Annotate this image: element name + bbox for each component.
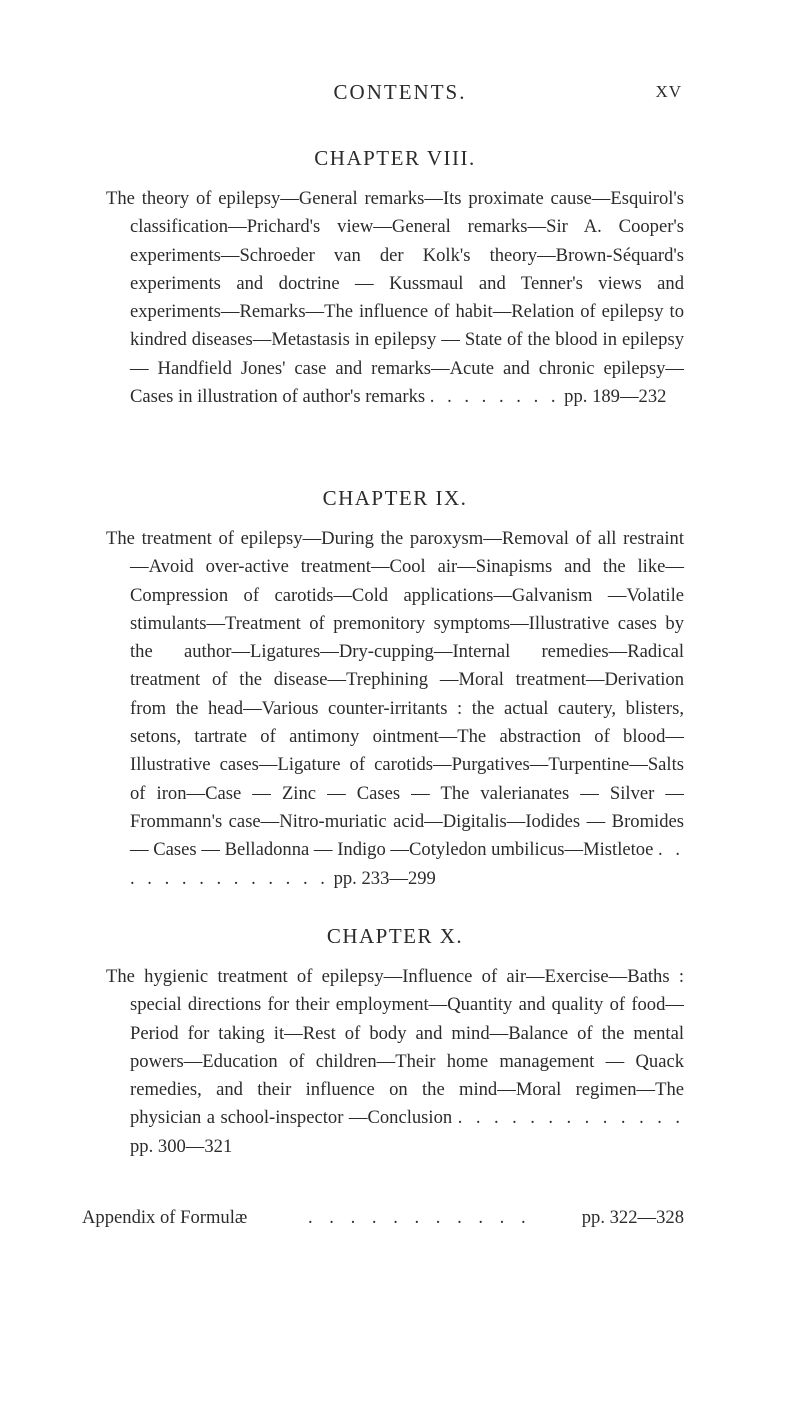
chapter-summary	[106, 963, 684, 1161]
page-range: pp. 233—299	[333, 867, 436, 889]
page-number: XV	[655, 82, 682, 101]
dot-leader: . . . . . . . . . . . . . .	[130, 839, 684, 889]
chapter-heading: CHAPTER VIII.	[314, 146, 476, 170]
dot-leader: . . . . . . . . . . . . .	[457, 1107, 684, 1129]
page-range: pp. 322—328	[581, 1207, 684, 1228]
page-range: pp. 189—232	[564, 386, 667, 408]
chapter-summary-text: The theory of epilepsy—General remarks—Its proximate cause—Esquirol's classification—Prichard's view—General remarks—Sir A. Cooper's experiments—Schroeder van der Kolk's theory—Brown-Séquard's experiments and doctrine — Kussmaul and Tenner's views and experiments—Remarks—The influence of habit—Relation of epilepsy to kindred diseases—Metastasis in epilepsy — State of the blood in epilepsy — Handfield Jones' case and remarks—Acute and chronic epilepsy—Cases in illustration of author's remarks	[106, 188, 684, 408]
chapter-summary-text: The hygienic treatment of epilepsy—Influence of air—Exercise—Baths : special directions for their employment—Quantity and quality of food—Period for taking it—Rest of body and mind—Balance of the mental powers—Education of children—Their home management — Quack remedies, and their influence on the mind—Moral regimen—The physician a school-inspector —Conclusion	[106, 966, 684, 1129]
dot-leader: . . . . . . . . . . .	[308, 1207, 532, 1228]
page-range: pp. 300—321	[130, 1135, 233, 1157]
chapter-8-entry	[106, 146, 684, 411]
running-head	[0, 80, 800, 110]
chapter-9-entry	[106, 486, 684, 893]
chapter-summary	[106, 525, 684, 893]
dot-leader: . . . . . . . .	[429, 386, 560, 408]
running-title: CONTENTS.	[333, 80, 467, 104]
chapter-heading: CHAPTER X.	[326, 924, 464, 948]
chapter-summary-text: The treatment of epilepsy—During the paroxysm—Removal of all restraint—Avoid over-active treatment—Cool air—Sinapisms and the like—Compression of carotids—Cold applications—Galvanism —Volatile stimulants—Treatment of premonitory symptoms—Illustrative cases by the author—Ligatures—Dry-cupping—Internal remedies—Radical treatment of the disease—Trephining —Moral treatment—Derivation from the head—Various counter-irritants : the actual cautery, blisters, setons, tartrate of antimony ointment—The abstraction of blood—Illustrative cases—Ligature of carotids—Purgatives—Turpentine—Salts of iron—Case — Zinc — Cases — The valerianates — Silver — Frommann's case—Nitro-muriatic acid—Digitalis—Iodides — Bromides — Cases — Belladonna — Indigo —Cotyledon umbilicus—Mistletoe	[106, 528, 684, 861]
appendix-label: Appendix of Formulæ	[82, 1207, 248, 1228]
appendix-entry	[82, 1204, 684, 1232]
chapter-summary	[106, 185, 684, 411]
chapter-10-entry	[106, 924, 684, 1161]
chapter-heading: CHAPTER IX.	[322, 486, 468, 510]
